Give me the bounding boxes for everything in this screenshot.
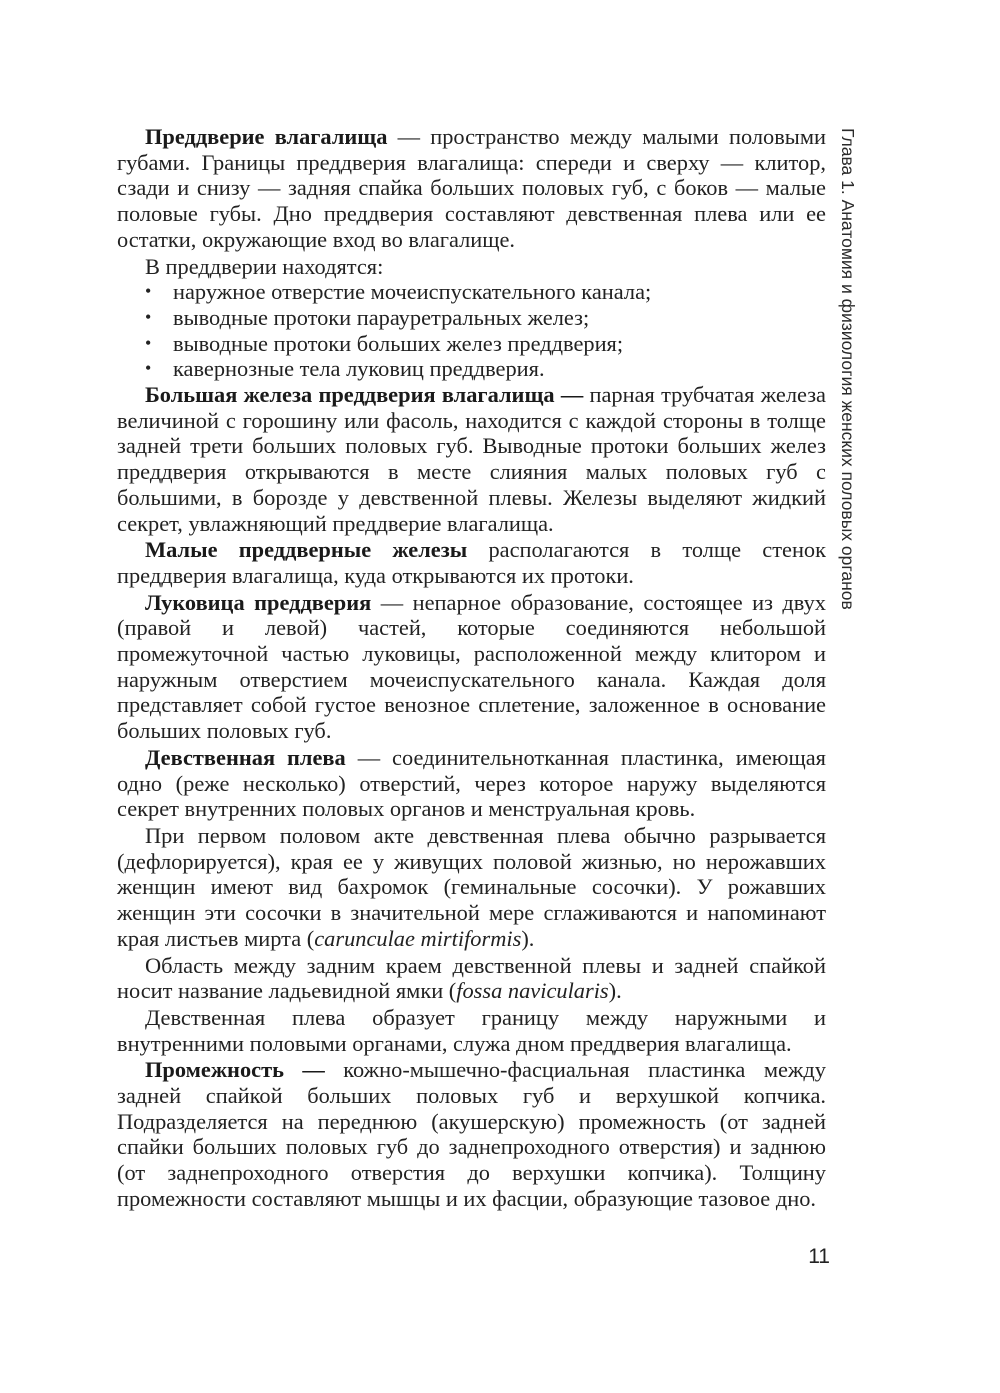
paragraph-perineum — [117, 1057, 826, 1211]
paragraph-greater-vestibular-gland — [117, 382, 826, 536]
paragraph-hymen-boundary: Девственная плева образует границу между наружными и внутренними половыми органами, служа дном преддверия влагалища. — [117, 1004, 826, 1056]
paragraph-vestibule — [117, 124, 826, 253]
paragraph-navicular-fossa — [117, 953, 826, 1004]
paragraph-defloration — [117, 823, 826, 952]
list-item-text: выводные протоки парауретральных желез; — [173, 304, 590, 330]
paragraph-greater-vestibular-gland-text: парная трубчатая железа величиной с горошину или фасоль, находится с каждой стороны в толще задней трети больших половых губ. Выводные протоки больших желез преддверия открываются в месте слияния малых половых губ с большими, в борозде у девственной плевы. Железы выделяют жидкий секрет, увлажняющий преддверие влагалища. — [117, 382, 826, 536]
bullet-mark: • — [145, 332, 152, 353]
list-item — [117, 356, 826, 382]
list-item-text: кавернозные тела луковиц преддверия. — [173, 356, 545, 382]
paragraph-vestibular-bulb — [117, 590, 826, 744]
list-item-text: выводные протоки больших желез преддверия; — [173, 330, 624, 356]
running-head — [838, 128, 858, 648]
paragraph-navicular-fossa-text: Область между задним краем девственной плевы и задней спайкой носит название ладьевидной ямки ( — [117, 952, 826, 1004]
paragraph-navicular-fossa-tail: ). — [608, 978, 622, 1004]
term-lesser-vestibular-glands: Малые преддверные железы — [145, 537, 468, 563]
term-greater-vestibular-gland: Большая железа преддверия влагалища — — [145, 382, 584, 408]
list-item — [117, 331, 826, 357]
paragraph-perineum-text: кожно-мышечно-фасциальная пластинка между задней спайкой больших половых губ и верхушкой копчика. Подразделяется на переднюю (акушерскую) промежность (от задней спайки больших половых губ до заднепроходного отверстия) и заднюю (от заднепроходного отверстия до верхушки копчика). Толщину промежности составляют мышцы и их фасции, образующие тазовое дно. — [117, 1057, 826, 1211]
paragraph-lesser-vestibular-glands — [117, 537, 826, 588]
latin-term-fossa: fossa navicularis — [456, 978, 609, 1004]
running-head-text: Глава 1. Анатомия и физиология женских половых органов — [838, 128, 858, 610]
body-text — [117, 124, 826, 1212]
term-hymen: Девственная плева — [145, 744, 346, 770]
term-perineum: Промежность — — [145, 1057, 325, 1083]
paragraph-defloration-tail: ). — [521, 925, 535, 951]
vestibule-contents-list — [117, 279, 826, 382]
bullet-mark: • — [145, 306, 152, 327]
list-item — [117, 279, 826, 305]
page-number: 11 — [808, 1245, 830, 1268]
paragraph-vestibular-bulb-text: — непарное образование, состоящее из двух (правой и левой) частей, которые соединяются небольшой промежуточной частью луковицы, расположенной между клитором и наружным отверстием мочеиспускательного канала. Каждая доля представляет собой густое венозное сплетение, заложенное в основание больших половых губ. — [117, 589, 826, 744]
paragraph-vestibule-contents: В преддверии находятся: — [145, 253, 384, 279]
bullet-mark: • — [145, 281, 152, 302]
paragraph-lesser-vestibular-glands-text: располагаются в толще стенок преддверия влагалища, куда открываются их протоки. — [117, 537, 826, 588]
paragraph-defloration-text: При первом половом акте девственная плева обычно разрывается (дефлорируется), края ее у живущих половой жизнью, но нерожавших женщин имеют вид бахромок (геминальные сосочки). У рожавших женщин эти сосочки в значительной мере сглаживаются и напоминают края листьев мирта ( — [117, 822, 826, 951]
latin-term-carunculae: carunculae mirtiformis — [314, 925, 522, 951]
list-item-text: наружное отверстие мочеиспускательного канала; — [173, 279, 652, 305]
list-item — [117, 305, 826, 331]
bullet-mark: • — [145, 358, 152, 379]
paragraph-hymen — [117, 745, 826, 822]
paragraph-hymen-text: — соединительнотканная пластинка, имеющая одно (реже несколько) отверстий, через которое наружу выделяются секрет внутренних половых органов и менструальная кровь. — [117, 744, 826, 822]
term-vestibular-bulb: Луковица преддверия — [145, 589, 372, 615]
paragraph-vestibule-text: — пространство между малыми половыми губами. Границы преддверия влагалища: спереди и сверху — клитор, сзади и снизу — задняя спайка больших половых губ, с боков — малые половые губы. Дно преддверия составляют девственная плева или ее остатки, окружающие вход во влагалище. — [117, 124, 826, 252]
term-vestibule: Преддверие влагалища — [145, 124, 388, 149]
